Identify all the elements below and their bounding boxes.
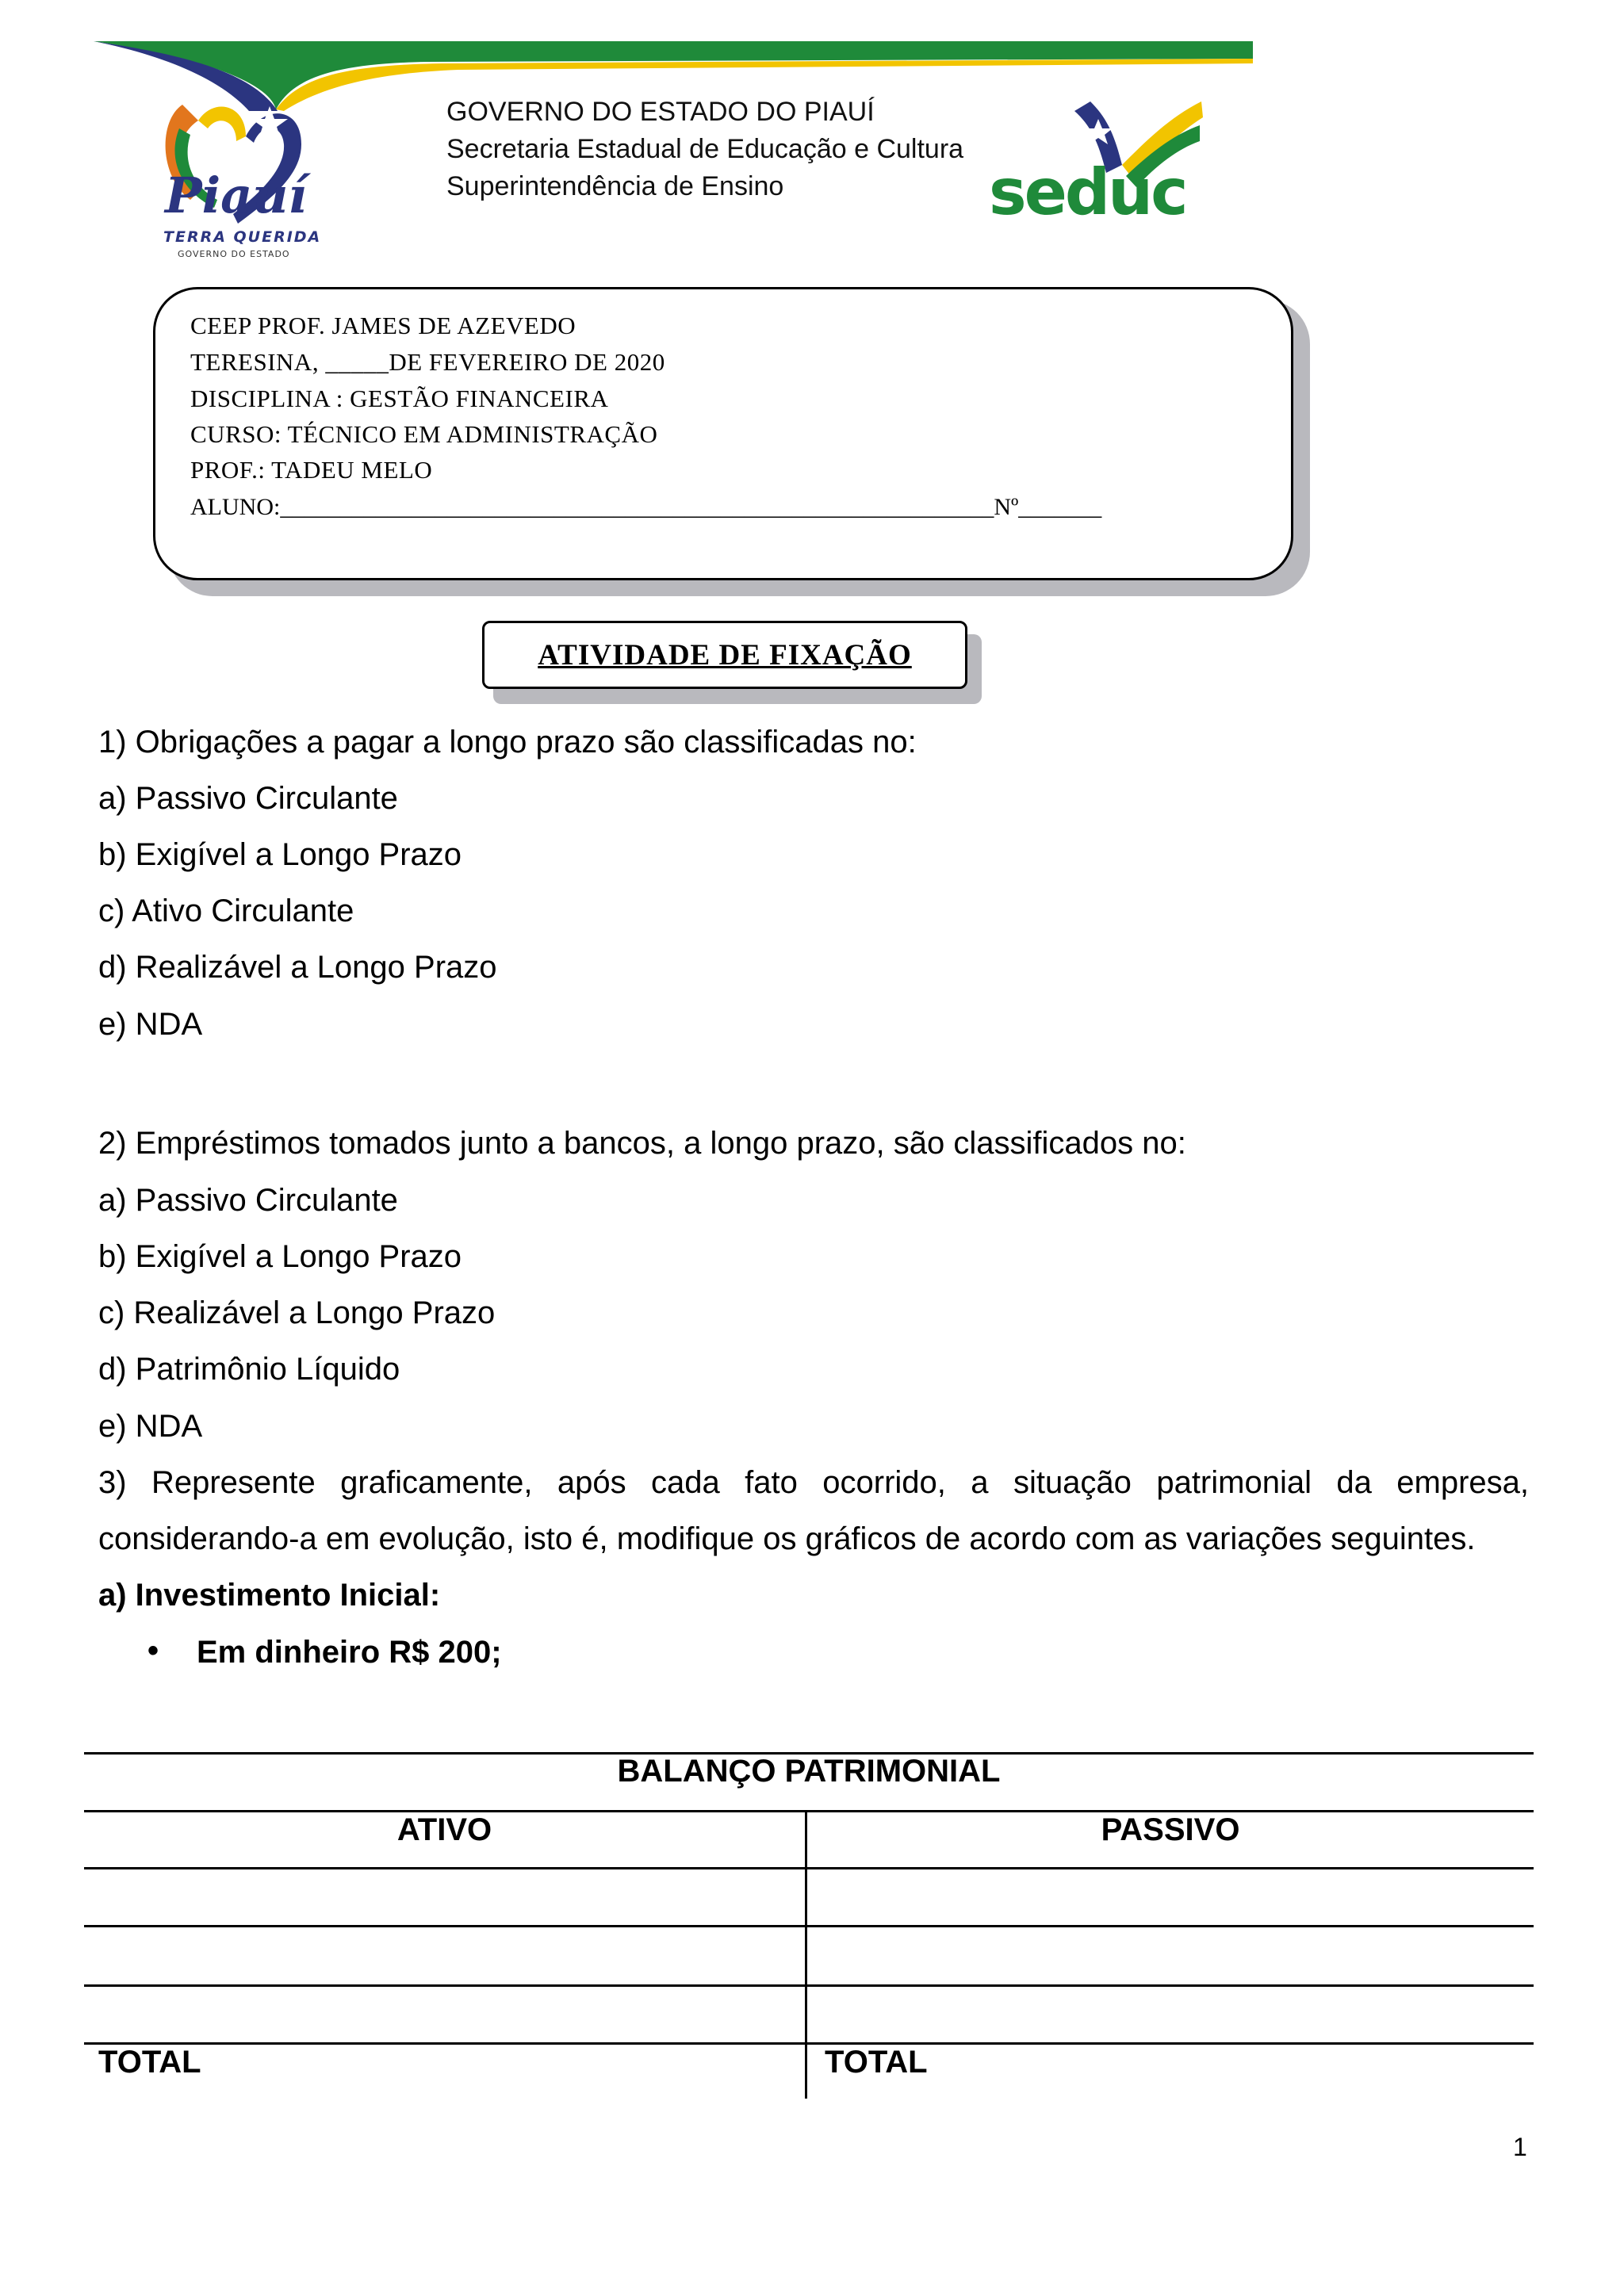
gov-line-secretariat: Secretaria Estadual de Educação e Cultura xyxy=(446,134,964,164)
page-number: 1 xyxy=(1513,2133,1527,2161)
q2-option-a: a) Passivo Circulante xyxy=(98,1183,398,1218)
gov-line-superintendence: Superintendência de Ensino xyxy=(446,171,784,201)
bullet-icon: • xyxy=(147,1633,159,1668)
column-header-ativo: ATIVO xyxy=(396,1812,492,1847)
seduc-logo xyxy=(987,94,1209,236)
q2-option-e: e) NDA xyxy=(98,1409,203,1444)
total-passivo-label: TOTAL xyxy=(825,2045,928,2080)
school-name: CEEP PROF. JAMES DE AZEVEDO xyxy=(190,312,576,339)
piaui-logo xyxy=(151,89,325,263)
q2-option-c: c) Realizável a Longo Prazo xyxy=(98,1295,496,1330)
question-3: 3) Represente graficamente, após cada fato ocorrido, a situação patrimonial da empresa, considerando-a em evolução, isto é, modifique os gráficos de acordo com as variações seguintes. xyxy=(98,1465,1529,1556)
activity-title-box xyxy=(482,621,967,689)
q3-bullet-cash: Em dinheiro R$ 200; xyxy=(197,1635,502,1670)
total-ativo-label: TOTAL xyxy=(98,2045,201,2080)
teacher-line: PROF.: TADEU MELO xyxy=(190,456,433,484)
activity-title: ATIVIDADE DE FIXAÇÃO xyxy=(538,638,912,672)
student-name-field: ALUNO:____________________________________________________________Nº_______ xyxy=(190,494,1102,520)
question-2: 2) Empréstimos tomados junto a bancos, a longo prazo, são classificados no: xyxy=(98,1126,1186,1161)
date-line: TERESINA, _____DE FEVEREIRO DE 2020 xyxy=(190,348,665,376)
government-header-text xyxy=(446,94,963,205)
table-rule xyxy=(84,1867,1534,1869)
course-line: CURSO: TÉCNICO EM ADMINISTRAÇÃO xyxy=(190,420,658,448)
student-info-box xyxy=(153,287,1293,580)
table-rule xyxy=(84,2042,1534,2045)
q2-option-b: b) Exigível a Longo Prazo xyxy=(98,1239,462,1274)
table-rule xyxy=(84,1925,1534,1927)
column-header-passivo: PASSIVO xyxy=(1101,1812,1240,1847)
piaui-logo-tagline: TERRA QUERIDA xyxy=(163,228,322,246)
q1-option-b: b) Exigível a Longo Prazo xyxy=(98,837,462,872)
q1-option-e: e) NDA xyxy=(98,1007,203,1042)
table-rule xyxy=(84,1984,1534,1987)
table-column-divider xyxy=(805,1810,807,2099)
q1-option-a: a) Passivo Circulante xyxy=(98,781,398,816)
q1-option-d: d) Realizável a Longo Prazo xyxy=(98,950,497,985)
piaui-logo-wordmark: Piauí xyxy=(165,166,307,224)
subject-line: DISCIPLINA : GESTÃO FINANCEIRA xyxy=(190,385,609,412)
q1-option-c: c) Ativo Circulante xyxy=(98,894,354,928)
piaui-logo-subtitle: GOVERNO DO ESTADO xyxy=(178,249,290,259)
question-1: 1) Obrigações a pagar a longo prazo são classificadas no: xyxy=(98,725,917,760)
seduc-logo-wordmark: seduc xyxy=(989,155,1186,229)
q2-option-d: d) Patrimônio Líquido xyxy=(98,1352,400,1387)
gov-line-state: GOVERNO DO ESTADO DO PIAUÍ xyxy=(446,97,875,127)
q3-item-a: a) Investimento Inicial: xyxy=(98,1578,441,1613)
table-title: BALANÇO PATRIMONIAL xyxy=(617,1754,1001,1789)
